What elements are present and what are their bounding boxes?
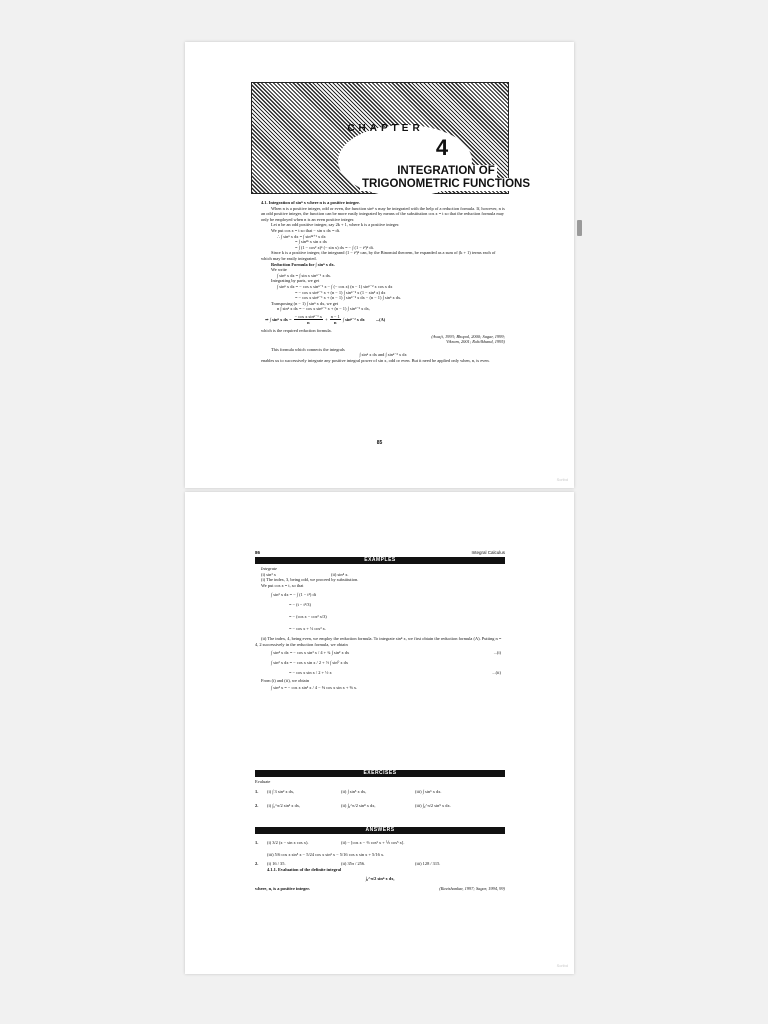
paragraph: Integrating by parts, we get xyxy=(271,278,320,284)
examples-bar: EXAMPLES xyxy=(255,557,505,564)
fraction xyxy=(294,314,323,326)
scrollbar-thumb[interactable] xyxy=(577,220,582,236)
answer-item: (i) 16 / 35. xyxy=(267,861,286,866)
exercise-row xyxy=(255,785,505,799)
paragraph: where, n, is a positive integer. xyxy=(255,886,310,892)
equation: = ∫ sin²ᵏ x sin x dx xyxy=(295,239,327,245)
exercise-number: 2. xyxy=(255,802,259,808)
paragraph: This formula which connects the integrals xyxy=(271,346,345,352)
equation: n ∫ sinⁿ x dx = − cos x sinⁿ⁻¹ x + (n − 1) ∫ sinⁿ⁻² x dx, xyxy=(277,306,370,312)
answer-item: (iii) 128 / 315. xyxy=(415,861,441,866)
equation: = − cos x sinⁿ⁻¹ x + (n − 1) ∫ sinⁿ⁻² x (1 − sin² x) dx xyxy=(295,289,386,295)
citation: (Awaji, 1993; Bhopal, 2000; Sagar, 1999; xyxy=(431,333,505,339)
equation-row xyxy=(255,648,505,658)
chapter-title xyxy=(318,165,574,191)
exercises-bar: EXERCISES xyxy=(255,770,505,777)
running-head: Integral Calculus xyxy=(471,550,505,555)
formula-rest: ∫ sinⁿ⁻² x dx xyxy=(342,316,365,322)
equation: ∫ sin² x dx = − cos x sin x / 2 + ½ ∫ sin⁰ x dx xyxy=(271,659,349,665)
answers-bar: ANSWERS xyxy=(255,827,505,834)
numerator: − cos x sinⁿ⁻¹ x xyxy=(294,313,322,319)
answer-row xyxy=(255,837,505,849)
equation: ∫ sin³ x dx = − ∫ (1 − t²) dt xyxy=(271,592,316,598)
chapter-title-line-1: INTEGRATION OF xyxy=(397,165,495,177)
chapter-number: 4 xyxy=(435,135,449,160)
answer-row xyxy=(255,849,505,861)
paragraph: From (i) and (ii), we obtain xyxy=(261,677,310,683)
paragraph: enables us to successively integrate any positive integral power of sin x, odd or even. But it need be applied only when, n, is even. xyxy=(261,358,490,364)
closing-row xyxy=(255,886,505,892)
citation: (Ravishankar, 1997; Sagar, 1994, 99) xyxy=(439,886,505,892)
exercise-item: (ii) ∫ sin⁵ x dx, xyxy=(341,788,367,794)
page-85-body xyxy=(261,200,505,364)
answer-number: 2. xyxy=(255,861,259,866)
answer-item: (iii) 5/6 cos x sin⁵ x − 5/24 cos x sin³ x − 5/16 cos x sin x + 5/16 x. xyxy=(267,852,385,857)
paragraph: We put cos x = t so that − sin x dx = dt. xyxy=(271,227,341,233)
chapter-title-line-2: TRIGONOMETRIC FUNCTIONS xyxy=(361,178,531,190)
paragraph: We put cos x = t, so that xyxy=(261,582,304,588)
page-number: 86 xyxy=(255,550,261,555)
equation: = − cos x sinⁿ⁻¹ x + (n − 1) ∫ sinⁿ⁻² x dx − (n − 1) ∫ sinⁿ x dx. xyxy=(295,295,402,301)
page-number: 85 xyxy=(376,440,383,446)
document-page-86 xyxy=(185,492,574,974)
answer-item: (ii) 35π / 256. xyxy=(341,861,366,866)
exercise-item: (iii) ∫₀^π/2 sin⁹ x dx. xyxy=(415,802,451,808)
paragraph: Since k is a positive integer, the integrand (1 − t²)ᵏ can, by the Binomial theorem, be expanded as a sum of (k + 1) terms each of which may be easily integrated. xyxy=(261,250,496,261)
example-item: (ii) sin⁴ x. xyxy=(331,571,349,577)
denominator: n xyxy=(307,320,310,326)
equation: = − (t − t³/3) xyxy=(289,602,311,608)
answer-item: (i) 3/2 (x − sin x cos x). xyxy=(267,840,309,845)
equation: ∫ sinⁿ x dx and ∫ sinⁿ⁻² x dx xyxy=(359,352,407,358)
numerator: n − 1 xyxy=(330,313,340,319)
exercise-item: (iii) ∫ sin⁶ x dx. xyxy=(415,788,442,794)
sub-heading: 4.1.1. Evaluation of the definite integral xyxy=(267,866,342,872)
watermark-logo: Scribd xyxy=(556,477,568,482)
citation: Vikram, 2001; Rohilkhand, 1995) xyxy=(446,339,505,345)
equation-tag: ...(i) xyxy=(493,649,501,655)
answers-body xyxy=(255,837,505,892)
paragraph: (i) The index, 3, being odd, we proceed by substitution. xyxy=(261,577,359,583)
answer-number xyxy=(255,849,267,861)
document-page-85 xyxy=(185,42,574,488)
equation: = − cos x + ⅓ cos³ x. xyxy=(289,626,326,632)
equation-tag: ...(ii) xyxy=(492,669,501,675)
equation-row xyxy=(255,668,505,678)
equation-tag: ...(A) xyxy=(375,316,386,322)
formula-lhs: ⇒ ∫ sinⁿ x dx = xyxy=(265,316,292,322)
reduction-heading: Reduction Formula for ∫ sinⁿ x dx. xyxy=(271,261,335,267)
paragraph: (ii) The index, 4, being even, we employ the reduction formula. To integrate sin⁴ x, we first obtain the reduction formula (A). Putting n = 4, 2 successively in the reduction formula, we obtain xyxy=(255,636,502,647)
exercise-item: (i) ∫ 3 sin² x dx, xyxy=(267,788,295,794)
paragraph: We write xyxy=(271,267,287,273)
paragraph: which is the required reduction formula. xyxy=(261,328,332,334)
chapter-label: CHAPTER xyxy=(347,123,424,134)
equation: ∫ sin⁴ x dx = − cos x sin³ x / 4 + ¾ ∫ sin² x dx xyxy=(271,649,350,655)
equation: ∫ sinⁿ x dx = ∫ sin x sinⁿ⁻¹ x dx. xyxy=(277,272,332,278)
equation: ∫ sinⁿ x dx = − cos x sinⁿ⁻¹ x − ∫ (− cos x) (n − 1) sinⁿ⁻² x cos x dx xyxy=(277,283,393,289)
denominator: n xyxy=(333,320,337,326)
exercises-body xyxy=(255,779,505,813)
examples-body xyxy=(255,566,505,693)
exercise-item: (ii) ∫₀^π/2 sin⁸ x dx, xyxy=(341,802,376,808)
equation: ∫ sin⁴ x = − cos x sin³ x / 4 − ⅜ cos x sin x + ⅜ x. xyxy=(271,685,358,691)
equation: ∫₀^π/2 sinⁿ x dx, xyxy=(365,876,395,882)
example-item: (i) sin³ x xyxy=(261,571,276,577)
equation: = − cos x sin x / 2 + ½ x xyxy=(289,669,332,675)
answer-item: (ii) − [cos x − ⅔ cos³ x + ⅕ cos⁵ x]. xyxy=(341,840,405,845)
paragraph: Let n be an odd positive integer, say 2k + 1, where k is a positive integer. xyxy=(271,222,400,228)
prompt-text: Evaluate xyxy=(255,779,271,784)
exercise-item: (i) ∫₀^π/2 sin³ x dx, xyxy=(267,802,301,808)
equation: = ∫ (1 − cos² x)ᵏ (− sin x) dx = − ∫ (1 − t²)ᵏ dt. xyxy=(295,244,374,250)
answer-number: 1. xyxy=(255,840,259,845)
paragraph: Transposing (n − 1) ∫ sinⁿ x dx, we get xyxy=(271,300,339,306)
fraction xyxy=(330,314,341,326)
exercise-number: 1. xyxy=(255,788,259,794)
prompt-text: Integrate xyxy=(261,566,278,571)
section-heading: 4.1. Integration of sinⁿ x where n is a positive integer. xyxy=(261,200,360,205)
chapter-banner xyxy=(251,82,531,194)
equation: = − (cos x − cos³ x/3) xyxy=(289,614,327,620)
exercise-row xyxy=(255,799,505,813)
watermark-logo: Scribd xyxy=(556,963,568,968)
paragraph: When n is a positive integer, odd or even, the function sinⁿ x may be integrated with the help of a reduction formula. If, however, n is an odd positive integer, the function can be more easily integrated by means of the substitution cos x = t so that the reduction formula may only be employed when n is an even positive integer. xyxy=(261,205,505,222)
equation: ∴ ∫ sinⁿ x dx = ∫ sin²ᵏ⁺¹ x dx xyxy=(277,233,326,239)
reduction-formula-a: ⇒ ∫ sinⁿ x dx = $\frac{\text{− cos x sinⁿ⁻¹ x}}{n}$ + $\frac{n - 1}{n}$ ∫ sinⁿ⁻² x dx ...(A) xyxy=(265,313,386,326)
